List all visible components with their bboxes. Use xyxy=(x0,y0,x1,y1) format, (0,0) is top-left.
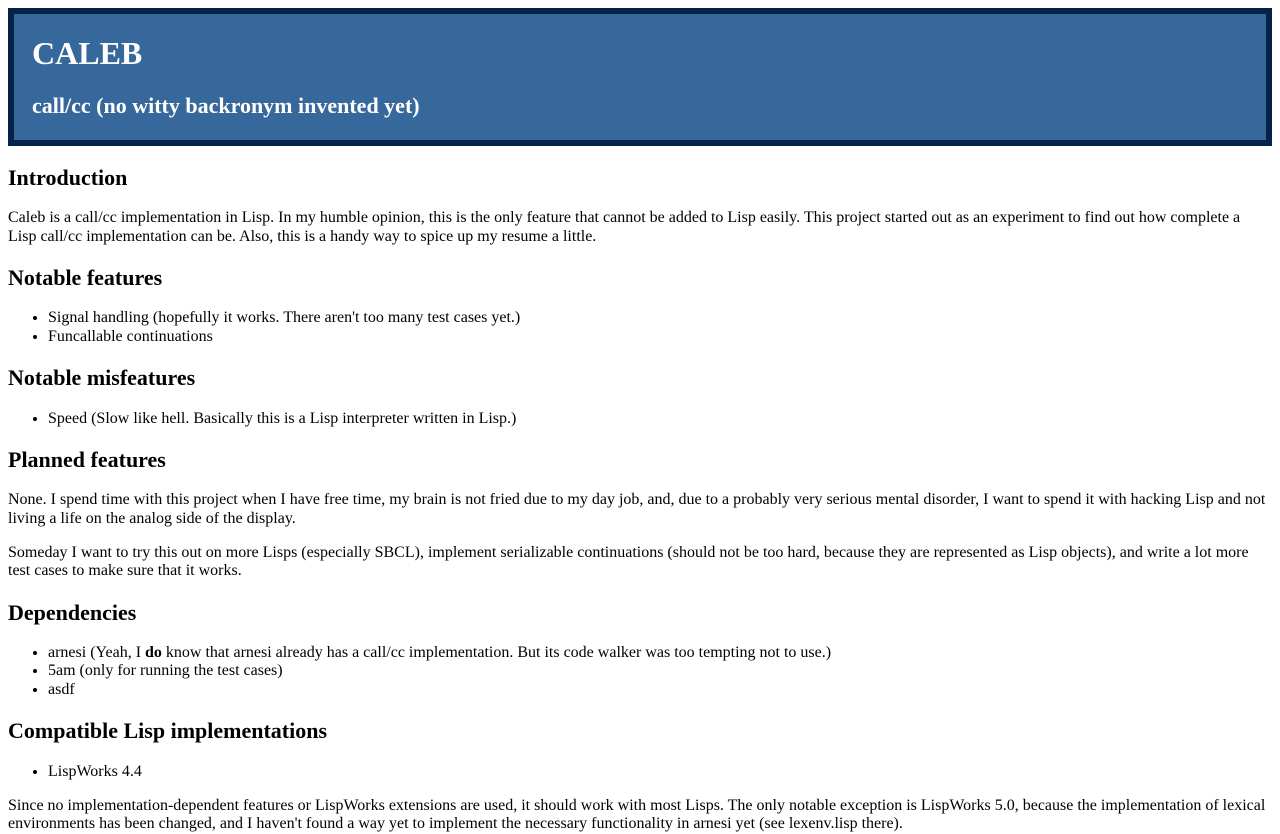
page-header xyxy=(8,8,1272,146)
arnesi-text-pre: arnesi (Yeah, I xyxy=(48,644,146,662)
paragraph-planned-someday: Someday I want to try this out on more Lisps (especially SBCL), implement serializable continuations (should not be too hard, because they are represented as Lisp objects), and write a lot more test cases to make sure that it works. xyxy=(8,544,1249,580)
section-heading-planned-features: Planned features xyxy=(8,446,166,472)
list-item-lispworks: • LispWorks 4.4 xyxy=(48,763,1272,781)
notable-misfeatures-list xyxy=(8,410,1272,428)
compatible-implementations-list xyxy=(8,763,1272,781)
dependencies-list xyxy=(8,644,1272,699)
section-dependencies xyxy=(8,600,1272,699)
list-item-signal-handling: • Signal handling (hopefully it works. There aren't too many test cases yet.) xyxy=(48,309,1272,327)
arnesi-text-post: know that arnesi already has a call/cc implementation. But its code walker was too tempting not to use.) xyxy=(161,644,832,662)
site-subtitle: call/cc (no witty backronym invented yet) xyxy=(32,92,420,118)
list-item-speed: • Speed (Slow like hell. Basically this is a Lisp interpreter written in Lisp.) xyxy=(48,410,1272,428)
section-heading-notable-misfeatures: Notable misfeatures xyxy=(8,365,196,391)
section-heading-compatible-implementations: Compatible Lisp implementations xyxy=(8,718,328,744)
list-item-funcallable-continuations: • Funcallable continuations xyxy=(48,328,1272,346)
section-introduction xyxy=(8,165,1272,246)
paragraph-compatibility-note: Since no implementation-dependent features or LispWorks extensions are used, it should work with most Lisps. The only notable exception is LispWorks 5.0, because the implementation of lexical environments has been changed, and I haven't found a way yet to implement the necessary functionality in arnesi yet (see lexenv.lisp there). xyxy=(8,796,1266,833)
section-notable-features xyxy=(8,265,1272,346)
paragraph-planned-none: None. I spend time with this project when I have free time, my brain is not fried due to my day job, and, due to a probably very serious mental disorder, I want to spend it with hacking Lisp and not living a life on the analog side of the display. xyxy=(8,491,1266,527)
content xyxy=(8,165,1272,834)
arnesi-text-bold: do xyxy=(145,644,162,662)
list-item-5am: • 5am (only for running the test cases) xyxy=(48,662,1272,680)
list-item-asdf: • asdf xyxy=(48,681,1272,699)
section-heading-introduction: Introduction xyxy=(8,165,128,191)
list-item-arnesi xyxy=(48,644,1272,662)
section-heading-dependencies: Dependencies xyxy=(8,599,137,625)
notable-features-list xyxy=(8,309,1272,346)
section-notable-misfeatures xyxy=(8,365,1272,428)
section-compatible-lisp-implementations xyxy=(8,718,1272,833)
paragraph-intro: Caleb is a call/cc implementation in Lisp. In my humble opinion, this is the only feature that cannot be added to Lisp easily. This project started out as an experiment to find out how complete a Lisp call/cc implementation can be. Also, this is a handy way to spice up my resume a little. xyxy=(8,209,1241,245)
site-title: CALEB xyxy=(32,35,143,71)
section-planned-features xyxy=(8,447,1272,581)
section-heading-notable-features: Notable features xyxy=(8,265,163,291)
